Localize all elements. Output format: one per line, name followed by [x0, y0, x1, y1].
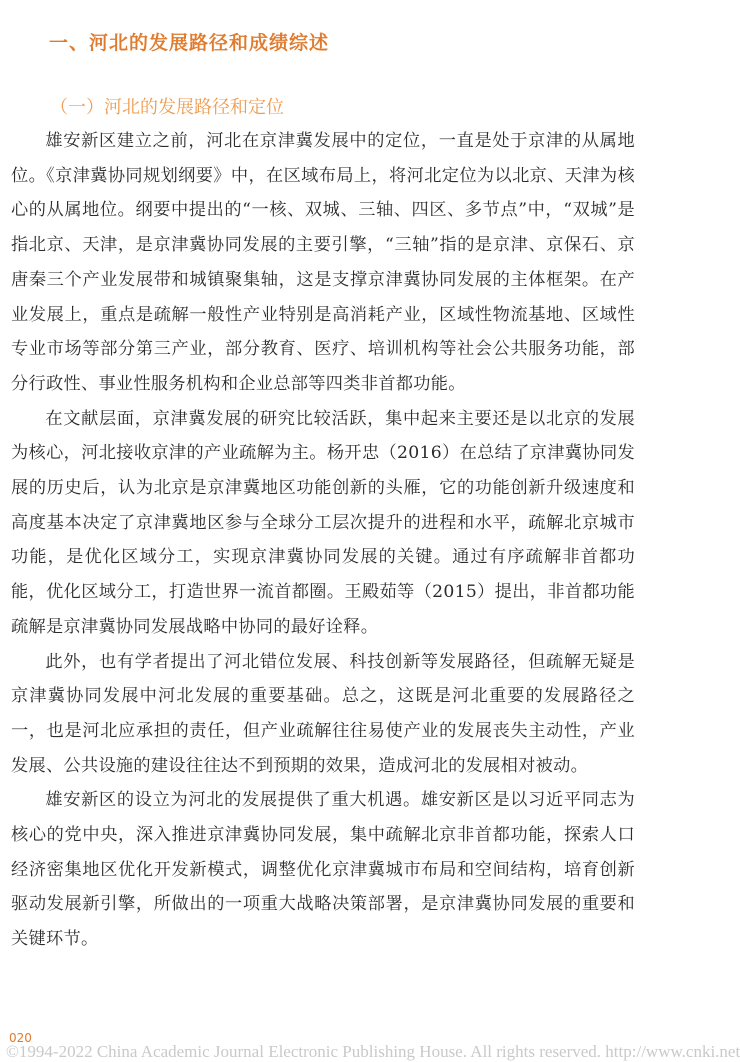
paragraph-1: 雄安新区建立之前，河北在京津冀发展中的定位，一直是处于京津的从属地位。《京津冀协同规划纲要》中，在区域布局上，将河北定位为以北京、天津为核心的从属地位。纲要中提出的“一核、双城、三轴、四区、多节点”中，“双城”是指北京、天津，是京津冀协同发展的主要引擎，“三轴”指的是京津、京保石、京唐秦三个产业发展带和城镇聚集轴，这是支撑京津冀协同发展的主体框架。在产业发展上，重点是疏解一般性产业特别是高消耗产业，区域性物流基地、区域性专业市场等部分第三产业，部分教育、医疗、培训机构等社会公共服务功能，部分行政性、事业性服务机构和企业总部等四类非首都功能。: [11, 131, 635, 394]
section-heading: 一、河北的发展路径和成绩综述: [49, 32, 330, 54]
body-text: [11, 124, 635, 957]
paragraph-2: 在文献层面，京津冀发展的研究比较活跃，集中起来主要还是以北京的发展为核心，河北接收京津的产业疏解为主。杨开忠（2016）在总结了京津冀协同发展的历史后，认为北京是京津冀地区功能创新的头雁，它的功能创新升级速度和高度基本决定了京津冀地区参与全球分工层次提升的进程和水平，疏解北京城市功能，是优化区域分工，实现京津冀协同发展的关键。通过有序疏解非首都功能，优化区域分工，打造世界一流首都圈。王殿茹等（2015）提出，非首都功能疏解是京津冀协同发展战略中协同的最好诠释。: [11, 408, 635, 637]
copyright-watermark: ©1994-2022 China Academic Journal Electronic Publishing House. All rights reserved. http://www.cnki.net: [6, 1042, 740, 1061]
paragraph-3: 此外，也有学者提出了河北错位发展、科技创新等发展路径，但疏解无疑是京津冀协同发展中河北发展的重要基础。总之，这既是河北重要的发展路径之一，也是河北应承担的责任，但产业疏解往往易使产业的发展丧失主动性，产业发展、公共设施的建设往往达不到预期的效果，造成河北的发展相对被动。: [11, 651, 635, 776]
paragraph-4: 雄安新区的设立为河北的发展提供了重大机遇。雄安新区是以习近平同志为核心的党中央，深入推进京津冀协同发展，集中疏解北京非首都功能，探索人口经济密集地区优化开发新模式，调整优化京津冀城市布局和空间结构，培育创新驱动发展新引擎，所做出的一项重大战略决策部署，是京津冀协同发展的重要和关键环节。: [11, 790, 635, 950]
page-number: 020: [9, 1031, 32, 1045]
subsection-heading: （一）河北的发展路径和定位: [50, 97, 284, 118]
